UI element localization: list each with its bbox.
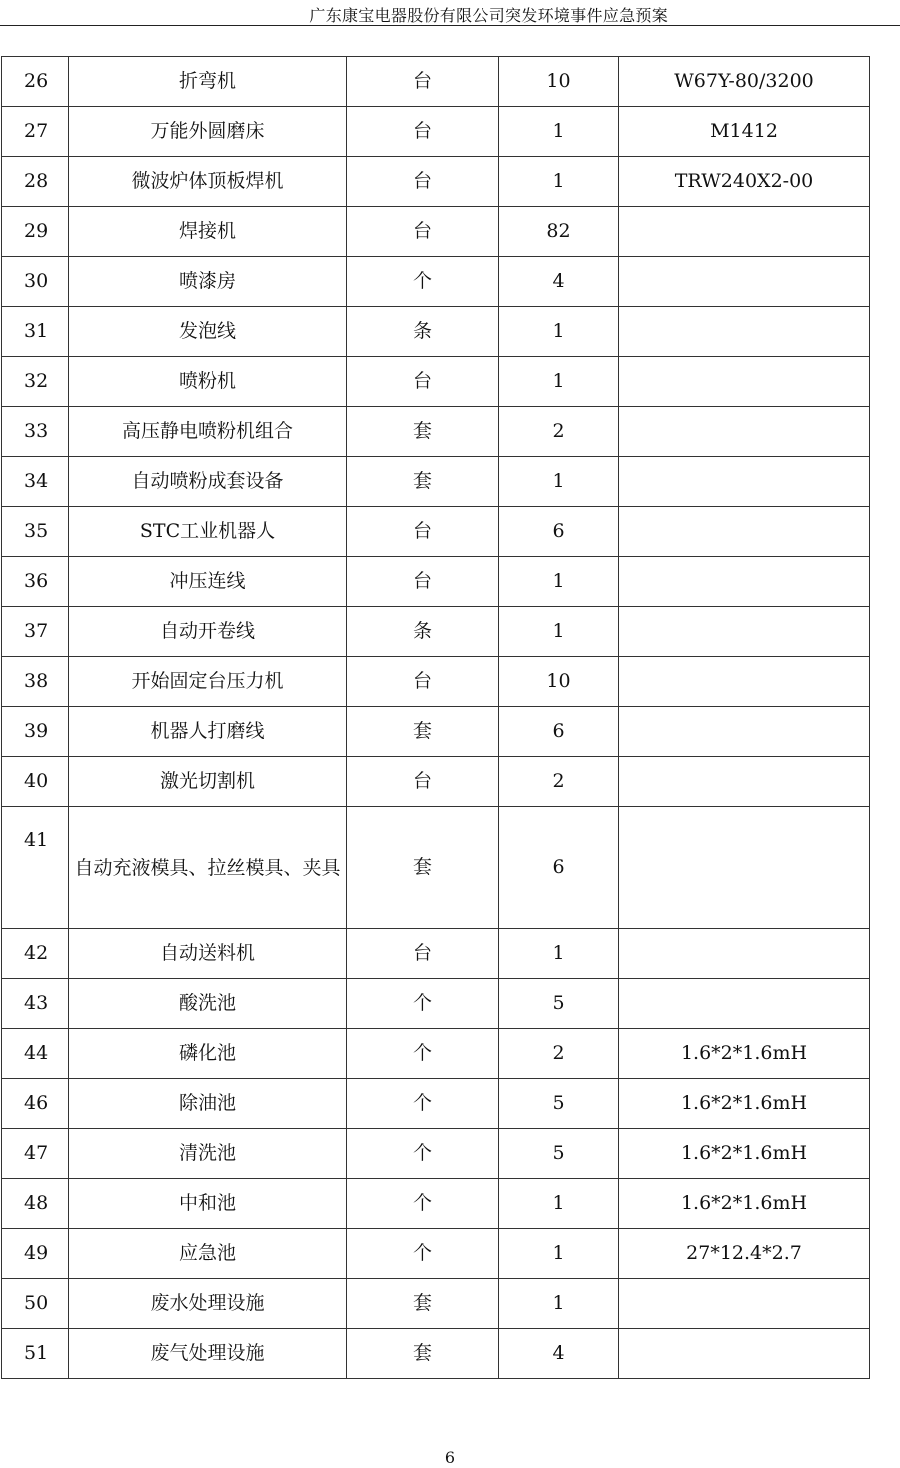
row-number-cell: 30 <box>2 257 69 307</box>
equipment-name-cell: 喷漆房 <box>69 257 347 307</box>
unit-cell: 台 <box>347 157 499 207</box>
table-row <box>2 1179 870 1229</box>
quantity-cell: 6 <box>499 507 619 557</box>
equipment-name-cell: 废气处理设施 <box>69 1329 347 1379</box>
unit-cell: 套 <box>347 1279 499 1329</box>
table-row <box>2 257 870 307</box>
quantity-cell: 1 <box>499 929 619 979</box>
row-number-cell: 40 <box>2 757 69 807</box>
equipment-name-cell: 高压静电喷粉机组合 <box>69 407 347 457</box>
equipment-table <box>1 56 870 1379</box>
row-number-cell: 51 <box>2 1329 69 1379</box>
quantity-cell: 1 <box>499 1229 619 1279</box>
spec-cell: TRW240X2-00 <box>619 157 870 207</box>
spec-cell: W67Y-80/3200 <box>619 57 870 107</box>
unit-cell: 套 <box>347 1329 499 1379</box>
equipment-name-cell: STC工业机器人 <box>69 507 347 557</box>
quantity-cell: 4 <box>499 257 619 307</box>
table-row <box>2 457 870 507</box>
spec-cell <box>619 207 870 257</box>
unit-cell: 套 <box>347 707 499 757</box>
spec-cell <box>619 979 870 1029</box>
row-number-cell: 33 <box>2 407 69 457</box>
spec-cell <box>619 929 870 979</box>
quantity-cell: 6 <box>499 807 619 929</box>
quantity-cell: 82 <box>499 207 619 257</box>
table-row <box>2 1129 870 1179</box>
unit-cell: 台 <box>347 57 499 107</box>
equipment-name-cell: 清洗池 <box>69 1129 347 1179</box>
equipment-name-cell: 喷粉机 <box>69 357 347 407</box>
table-row <box>2 607 870 657</box>
spec-cell <box>619 757 870 807</box>
equipment-name-cell: 除油池 <box>69 1079 347 1129</box>
unit-cell: 个 <box>347 1179 499 1229</box>
spec-cell <box>619 657 870 707</box>
row-number-cell: 31 <box>2 307 69 357</box>
unit-cell: 台 <box>347 929 499 979</box>
spec-cell <box>619 257 870 307</box>
table-row <box>2 657 870 707</box>
row-number-cell: 42 <box>2 929 69 979</box>
table-row <box>2 1229 870 1279</box>
unit-cell: 个 <box>347 257 499 307</box>
spec-cell <box>619 357 870 407</box>
unit-cell: 台 <box>347 507 499 557</box>
equipment-name-cell: 开始固定台压力机 <box>69 657 347 707</box>
equipment-name-cell: 磷化池 <box>69 1029 347 1079</box>
quantity-cell: 6 <box>499 707 619 757</box>
unit-cell: 条 <box>347 307 499 357</box>
table-row <box>2 407 870 457</box>
spec-cell <box>619 707 870 757</box>
quantity-cell: 1 <box>499 1179 619 1229</box>
spec-cell <box>619 807 870 929</box>
spec-cell <box>619 1329 870 1379</box>
spec-cell <box>619 307 870 357</box>
unit-cell: 个 <box>347 1029 499 1079</box>
quantity-cell: 10 <box>499 57 619 107</box>
equipment-name-cell: 机器人打磨线 <box>69 707 347 757</box>
quantity-cell: 10 <box>499 657 619 707</box>
table-row <box>2 207 870 257</box>
row-number-cell: 41 <box>2 807 69 929</box>
row-number-cell: 43 <box>2 979 69 1029</box>
spec-cell: 1.6*2*1.6mH <box>619 1029 870 1079</box>
row-number-cell: 32 <box>2 357 69 407</box>
equipment-name-cell: 发泡线 <box>69 307 347 357</box>
quantity-cell: 5 <box>499 1079 619 1129</box>
row-number-cell: 29 <box>2 207 69 257</box>
quantity-cell: 2 <box>499 407 619 457</box>
equipment-name-cell: 自动喷粉成套设备 <box>69 457 347 507</box>
equipment-name-cell: 应急池 <box>69 1229 347 1279</box>
spec-cell: 27*12.4*2.7 <box>619 1229 870 1279</box>
row-number-cell: 49 <box>2 1229 69 1279</box>
row-number-cell: 35 <box>2 507 69 557</box>
unit-cell: 套 <box>347 807 499 929</box>
row-number-cell: 26 <box>2 57 69 107</box>
unit-cell: 台 <box>347 207 499 257</box>
quantity-cell: 5 <box>499 979 619 1029</box>
table-row <box>2 1279 870 1329</box>
row-number-cell: 27 <box>2 107 69 157</box>
unit-cell: 套 <box>347 407 499 457</box>
spec-cell: 1.6*2*1.6mH <box>619 1079 870 1129</box>
equipment-name-cell: 废水处理设施 <box>69 1279 347 1329</box>
quantity-cell: 1 <box>499 607 619 657</box>
equipment-name-cell: 自动开卷线 <box>69 607 347 657</box>
row-number-cell: 48 <box>2 1179 69 1229</box>
spec-cell <box>619 407 870 457</box>
row-number-cell: 44 <box>2 1029 69 1079</box>
table-row <box>2 807 870 929</box>
quantity-cell: 2 <box>499 1029 619 1079</box>
row-number-cell: 46 <box>2 1079 69 1129</box>
equipment-name-cell: 酸洗池 <box>69 979 347 1029</box>
row-number-cell: 28 <box>2 157 69 207</box>
row-number-cell: 36 <box>2 557 69 607</box>
equipment-name-cell: 冲压连线 <box>69 557 347 607</box>
quantity-cell: 1 <box>499 307 619 357</box>
spec-cell: M1412 <box>619 107 870 157</box>
equipment-name-cell: 微波炉体顶板焊机 <box>69 157 347 207</box>
equipment-name-cell: 中和池 <box>69 1179 347 1229</box>
equipment-table-body <box>2 57 870 1379</box>
row-number-cell: 50 <box>2 1279 69 1329</box>
table-row <box>2 757 870 807</box>
unit-cell: 个 <box>347 979 499 1029</box>
page-header <box>0 0 900 26</box>
row-number-cell: 37 <box>2 607 69 657</box>
spec-cell <box>619 507 870 557</box>
table-row <box>2 307 870 357</box>
equipment-name-cell: 万能外圆磨床 <box>69 107 347 157</box>
table-row <box>2 1029 870 1079</box>
unit-cell: 台 <box>347 657 499 707</box>
quantity-cell: 2 <box>499 757 619 807</box>
unit-cell: 个 <box>347 1229 499 1279</box>
table-row <box>2 1079 870 1129</box>
equipment-name-cell: 折弯机 <box>69 57 347 107</box>
unit-cell: 台 <box>347 557 499 607</box>
quantity-cell: 1 <box>499 557 619 607</box>
spec-cell: 1.6*2*1.6mH <box>619 1129 870 1179</box>
spec-cell <box>619 557 870 607</box>
unit-cell: 台 <box>347 757 499 807</box>
table-row <box>2 507 870 557</box>
quantity-cell: 5 <box>499 1129 619 1179</box>
quantity-cell: 4 <box>499 1329 619 1379</box>
equipment-name-cell: 自动送料机 <box>69 929 347 979</box>
table-row <box>2 929 870 979</box>
table-row <box>2 107 870 157</box>
spec-cell <box>619 1279 870 1329</box>
row-number-cell: 34 <box>2 457 69 507</box>
equipment-name-cell: 焊接机 <box>69 207 347 257</box>
page-number: 6 <box>444 1448 456 1467</box>
unit-cell: 个 <box>347 1129 499 1179</box>
quantity-cell: 1 <box>499 1279 619 1329</box>
table-row <box>2 707 870 757</box>
equipment-name-cell: 自动充液模具、拉丝模具、夹具 <box>69 807 347 929</box>
quantity-cell: 1 <box>499 157 619 207</box>
spec-cell <box>619 457 870 507</box>
quantity-cell: 1 <box>499 357 619 407</box>
document-title: 广东康宝电器股份有限公司突发环境事件应急预案 <box>309 6 668 25</box>
quantity-cell: 1 <box>499 107 619 157</box>
table-row <box>2 1329 870 1379</box>
unit-cell: 条 <box>347 607 499 657</box>
table-row <box>2 157 870 207</box>
table-row <box>2 57 870 107</box>
unit-cell: 台 <box>347 107 499 157</box>
table-row <box>2 979 870 1029</box>
equipment-name-cell: 激光切割机 <box>69 757 347 807</box>
row-number-cell: 39 <box>2 707 69 757</box>
quantity-cell: 1 <box>499 457 619 507</box>
unit-cell: 台 <box>347 357 499 407</box>
unit-cell: 个 <box>347 1079 499 1129</box>
row-number-cell: 38 <box>2 657 69 707</box>
table-row <box>2 357 870 407</box>
row-number-cell: 47 <box>2 1129 69 1179</box>
spec-cell: 1.6*2*1.6mH <box>619 1179 870 1229</box>
table-row <box>2 557 870 607</box>
unit-cell: 套 <box>347 457 499 507</box>
spec-cell <box>619 607 870 657</box>
